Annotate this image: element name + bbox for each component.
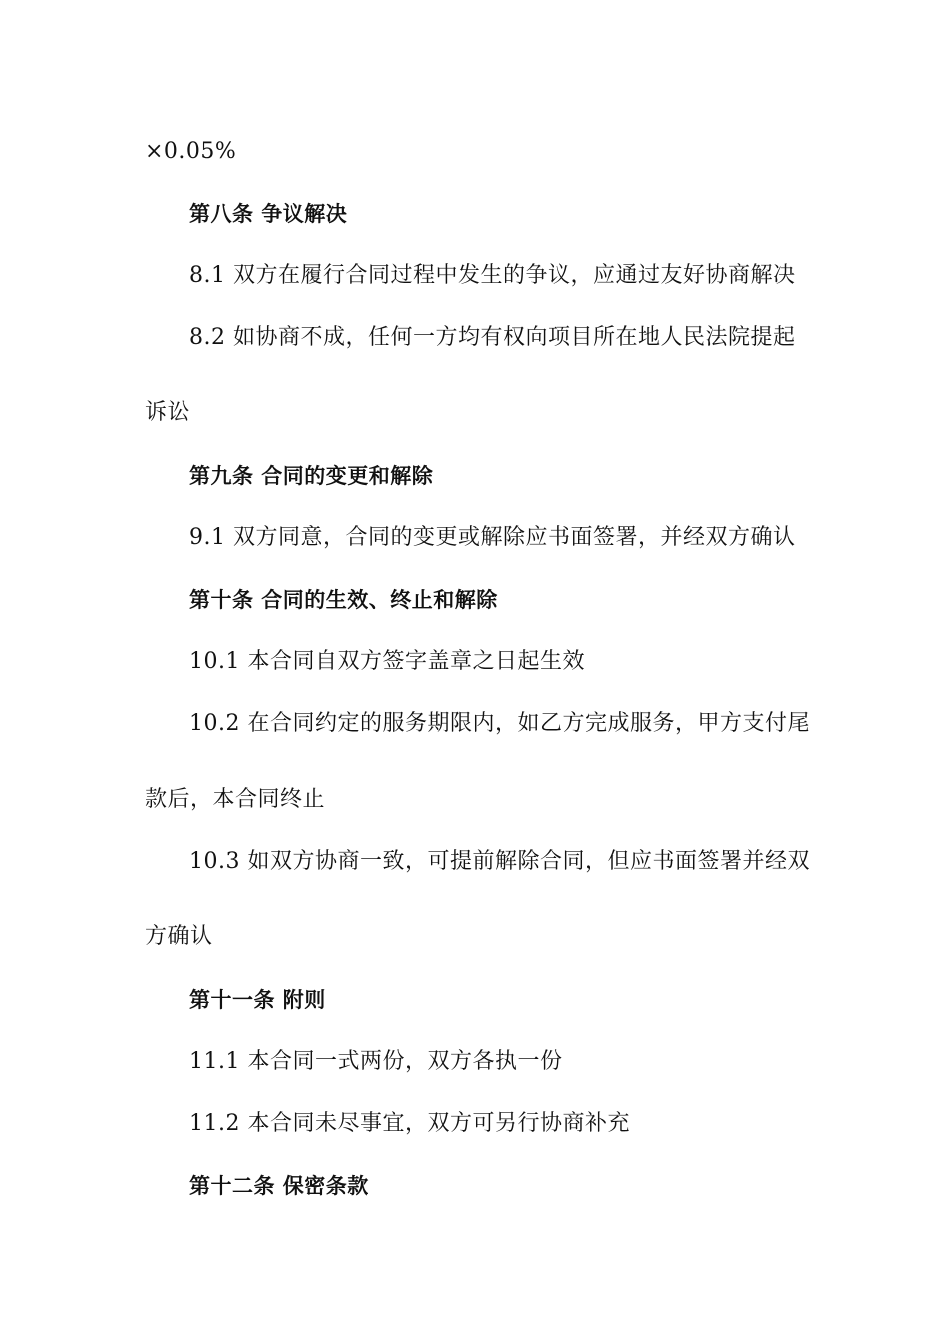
article-8-heading: 第八条 争议解决 [189,202,348,226]
article-12-heading: 第十二条 保密条款 [189,1174,369,1198]
clause-11-1: 11.1 本合同一式两份，双方各执一份 [189,1049,563,1074]
clause-8-2: 8.2 如协商不成，任何一方均有权向项目所在地人民法院提起 [189,325,796,350]
clause-9-1: 9.1 双方同意，合同的变更或解除应书面签署，并经双方确认 [189,525,796,550]
clause-10-3-continued: 方确认 [145,924,213,949]
clause-10-2: 10.2 在合同约定的服务期限内，如乙方完成服务，甲方支付尾 [189,711,810,736]
clause-10-2-continued: 款后，本合同终止 [145,787,326,812]
clause-10-3: 10.3 如双方协商一致，可提前解除合同，但应书面签署并经双 [189,849,810,874]
clause-8-2-continued: 诉讼 [145,400,191,425]
article-10-heading: 第十条 合同的生效、终止和解除 [189,588,498,612]
clause-8-1: 8.1 双方在履行合同过程中发生的争议，应通过友好协商解决 [189,263,796,288]
clause-11-2: 11.2 本合同未尽事宜，双方可另行协商补充 [189,1111,630,1136]
continued-text-line: ×0.05% [145,139,237,164]
clause-10-1: 10.1 本合同自双方签字盖章之日起生效 [189,649,585,674]
article-9-heading: 第九条 合同的变更和解除 [189,464,434,488]
article-11-heading: 第十一条 附则 [189,988,326,1012]
